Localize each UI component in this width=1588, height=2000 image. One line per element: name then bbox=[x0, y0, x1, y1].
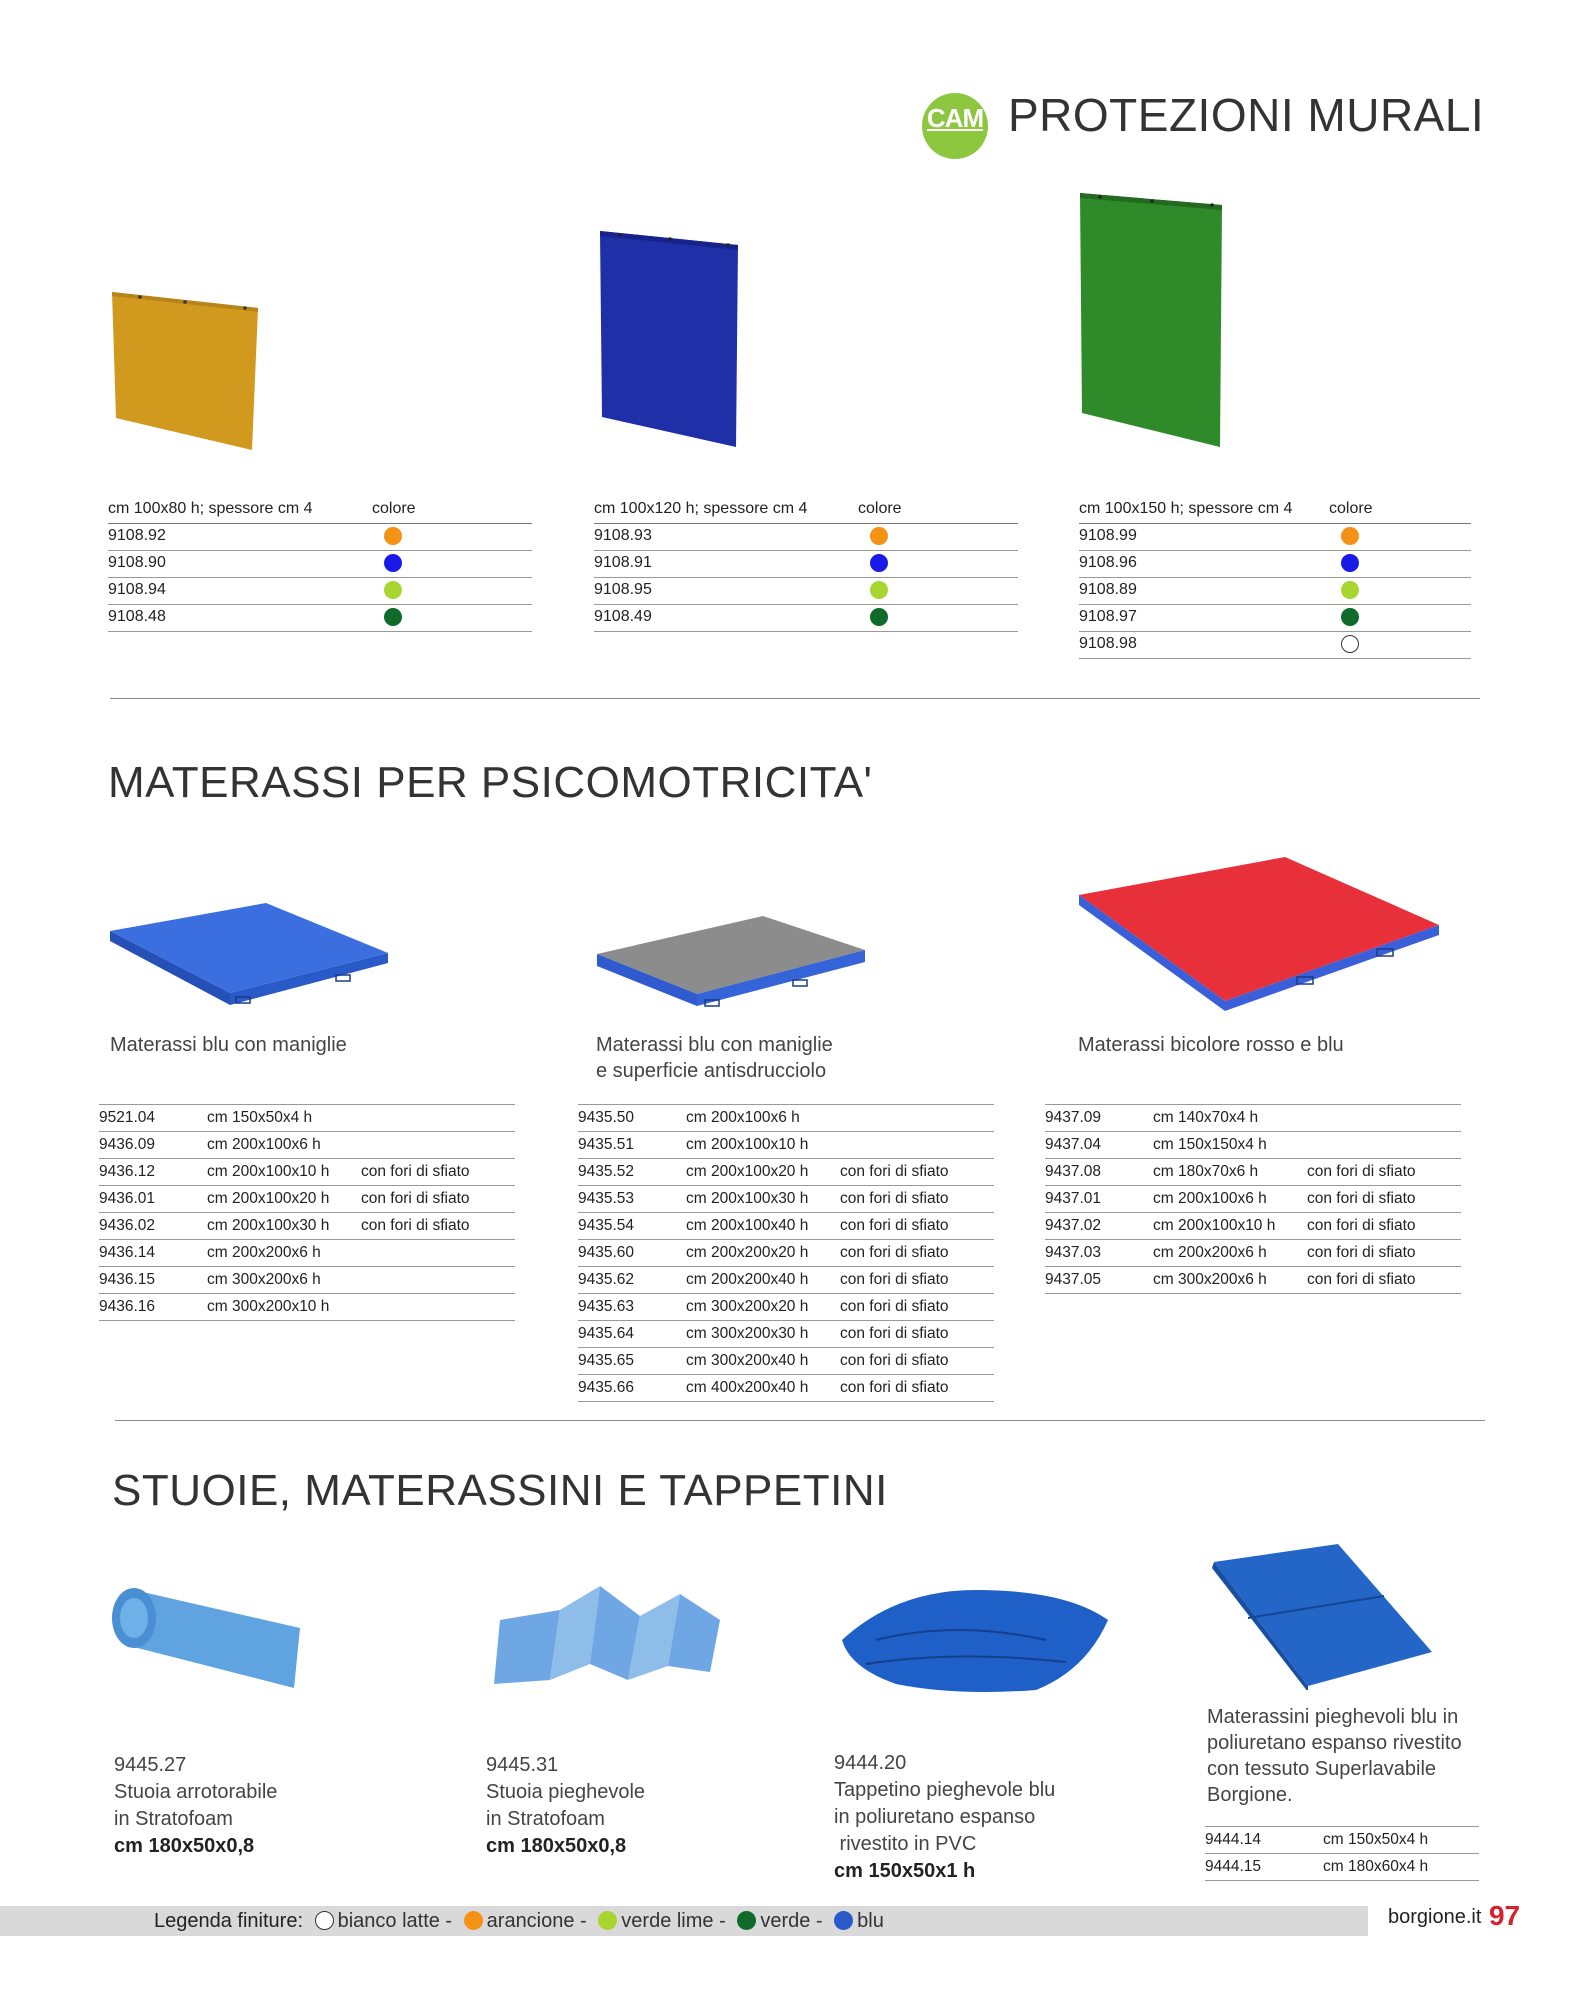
table-row: 9108.90 bbox=[108, 550, 532, 577]
size-header: cm 100x120 h; spessore cm 4 bbox=[594, 496, 858, 523]
cam-badge bbox=[922, 93, 988, 159]
table-row: 9437.08 cm 180x70x6 h con fori di sfiato bbox=[1045, 1159, 1461, 1186]
lime-dot bbox=[870, 581, 888, 599]
table-row: 9108.98 bbox=[1079, 631, 1471, 658]
foldable-mattress-image bbox=[1208, 1540, 1438, 1690]
color-header: colore bbox=[1329, 496, 1471, 523]
caption-materassi-1: Materassi blu con maniglie bbox=[110, 1034, 347, 1056]
color-header: colore bbox=[372, 496, 532, 523]
orange-dot bbox=[870, 527, 888, 545]
green-dot bbox=[870, 608, 888, 626]
divider bbox=[110, 698, 1480, 699]
table-row: 9435.64 cm 300x200x30 h con fori di sfiato bbox=[578, 1321, 994, 1348]
table-row: 9435.62 cm 200x200x40 h con fori di sfiato bbox=[578, 1267, 994, 1294]
size-header: cm 100x80 h; spessore cm 4 bbox=[108, 496, 372, 523]
materassi-table-2 bbox=[578, 1104, 994, 1402]
table-row: 9436.12 cm 200x100x10 h con fori di sfiato bbox=[99, 1159, 515, 1186]
product-code: 9445.31 bbox=[486, 1754, 559, 1776]
table-row: 9437.09 cm 140x70x4 h bbox=[1045, 1105, 1461, 1132]
product-code: 9444.20 bbox=[834, 1752, 907, 1774]
panel-orange-image bbox=[100, 280, 270, 460]
table-row: 9108.94 bbox=[108, 577, 532, 604]
blue-dot bbox=[1341, 554, 1359, 572]
table-row: 9444.14 cm 150x50x4 h bbox=[1205, 1827, 1479, 1854]
orange-dot bbox=[384, 527, 402, 545]
table-row: 9436.02 cm 200x100x30 h con fori di sfiato bbox=[99, 1213, 515, 1240]
rolled-mat-image bbox=[104, 1580, 304, 1690]
table-row: 9437.04 cm 150x150x4 h bbox=[1045, 1132, 1461, 1159]
table-row: 9108.92 bbox=[108, 523, 532, 550]
product-9445-27: 9445.27 Stuoia arrotorabile in Stratofoam cm 180x50x0,8 bbox=[114, 1752, 277, 1860]
table-row: 9437.03 cm 200x200x6 h con fori di sfiato bbox=[1045, 1240, 1461, 1267]
page-number: 97 bbox=[1488, 1900, 1521, 1931]
lime-dot bbox=[384, 581, 402, 599]
table-row: 9435.51 cm 200x100x10 h bbox=[578, 1132, 994, 1159]
table-row: 9435.60 cm 200x200x20 h con fori di sfiato bbox=[578, 1240, 994, 1267]
panel-blue-image bbox=[590, 225, 750, 455]
materassi-table-3 bbox=[1045, 1104, 1461, 1294]
mattress-grey-image bbox=[593, 910, 873, 1010]
table-row: 9435.66 cm 400x200x40 h con fori di sfiato bbox=[578, 1375, 994, 1402]
size-header: cm 100x150 h; spessore cm 4 bbox=[1079, 496, 1329, 523]
table-row: 9521.04 cm 150x50x4 h bbox=[99, 1105, 515, 1132]
divider bbox=[115, 1420, 1485, 1421]
page-title: PROTEZIONI MURALI bbox=[1008, 89, 1485, 141]
green-dot bbox=[384, 608, 402, 626]
protezioni-table-1 bbox=[108, 496, 532, 632]
folded-blue-mat-image bbox=[836, 1580, 1116, 1700]
white-dot bbox=[1341, 635, 1359, 653]
table-row: 9435.50 cm 200x100x6 h bbox=[578, 1105, 994, 1132]
table-row: 9108.91 bbox=[594, 550, 1018, 577]
table-row: 9437.01 cm 200x100x6 h con fori di sfiato bbox=[1045, 1186, 1461, 1213]
mattress-red-blue-image bbox=[1075, 855, 1445, 1015]
footer bbox=[1388, 1900, 1520, 1933]
table-row: 9108.93 bbox=[594, 523, 1018, 550]
table-row: 9437.02 cm 200x100x10 h con fori di sfiato bbox=[1045, 1213, 1461, 1240]
color-header: colore bbox=[858, 496, 1018, 523]
section-title-stuoie: STUOIE, MATERASSINI E TAPPETINI bbox=[112, 1466, 888, 1515]
folded-mat-image bbox=[490, 1580, 730, 1690]
mattress-blue-image bbox=[106, 895, 396, 1015]
materassini-table bbox=[1205, 1826, 1479, 1881]
table-row: 9437.05 cm 300x200x6 h con fori di sfiato bbox=[1045, 1267, 1461, 1294]
caption-materassi-2: Materassi blu con maniglie e superficie antisdrucciolo bbox=[596, 1034, 833, 1082]
panel-green-image bbox=[1070, 185, 1240, 455]
caption-materassi-3: Materassi bicolore rosso e blu bbox=[1078, 1034, 1344, 1056]
table-row: 9108.49 bbox=[594, 604, 1018, 631]
orange-dot bbox=[1341, 527, 1359, 545]
table-row: 9444.15 cm 180x60x4 h bbox=[1205, 1854, 1479, 1881]
lime-dot bbox=[1341, 581, 1359, 599]
table-row: 9435.63 cm 300x200x20 h con fori di sfiato bbox=[578, 1294, 994, 1321]
green-dot-icon bbox=[737, 1911, 756, 1930]
blue-dot bbox=[870, 554, 888, 572]
table-row: 9108.97 bbox=[1079, 604, 1471, 631]
product-9445-31: 9445.31 Stuoia pieghevole in Stratofoam cm 180x50x0,8 bbox=[486, 1752, 645, 1860]
legend-label: Legenda finiture: bbox=[154, 1910, 304, 1932]
blue-dot-icon bbox=[834, 1911, 853, 1930]
table-row: 9435.65 cm 300x200x40 h con fori di sfiato bbox=[578, 1348, 994, 1375]
product-materassini: Materassini pieghevoli blu in poliuretano espanso rivestito con tessuto Superlavabile Borgione. bbox=[1207, 1706, 1462, 1806]
table-row: 9436.16 cm 300x200x10 h bbox=[99, 1294, 515, 1321]
protezioni-table-3 bbox=[1079, 496, 1471, 659]
table-row: 9436.14 cm 200x200x6 h bbox=[99, 1240, 515, 1267]
white-dot-icon bbox=[315, 1911, 334, 1930]
table-row: 9436.01 cm 200x100x20 h con fori di sfiato bbox=[99, 1186, 515, 1213]
product-9444-20: 9444.20 Tappetino pieghevole blu in poliuretano espanso rivestito in PVC cm 150x50x1 h bbox=[834, 1750, 1055, 1885]
table-row: 9108.95 bbox=[594, 577, 1018, 604]
lime-dot-icon bbox=[598, 1911, 617, 1930]
section-title-materassi: MATERASSI PER PSICOMOTRICITA' bbox=[108, 758, 873, 807]
table-row: 9108.99 bbox=[1079, 523, 1471, 550]
table-row: 9436.09 cm 200x100x6 h bbox=[99, 1132, 515, 1159]
legend: Legenda finiture: bianco latte - arancione - verde lime - verde - blu bbox=[154, 1910, 884, 1932]
table-row: 9435.52 cm 200x100x20 h con fori di sfiato bbox=[578, 1159, 994, 1186]
orange-dot-icon bbox=[464, 1911, 483, 1930]
product-code: 9445.27 bbox=[114, 1754, 187, 1776]
table-row: 9435.53 cm 200x100x30 h con fori di sfiato bbox=[578, 1186, 994, 1213]
blue-dot bbox=[384, 554, 402, 572]
product-size: cm 150x50x1 h bbox=[834, 1860, 976, 1882]
table-row: 9435.54 cm 200x100x40 h con fori di sfiato bbox=[578, 1213, 994, 1240]
cam-badge-text: CAM bbox=[926, 103, 984, 133]
green-dot bbox=[1341, 608, 1359, 626]
table-row: 9436.15 cm 300x200x6 h bbox=[99, 1267, 515, 1294]
product-size: cm 180x50x0,8 bbox=[486, 1835, 627, 1857]
table-row: 9108.48 bbox=[108, 604, 532, 631]
site-link[interactable]: borgione.it bbox=[1388, 1906, 1482, 1928]
table-row: 9108.96 bbox=[1079, 550, 1471, 577]
protezioni-table-2 bbox=[594, 496, 1018, 632]
table-row: 9108.89 bbox=[1079, 577, 1471, 604]
materassi-table-1 bbox=[99, 1104, 515, 1321]
product-size: cm 180x50x0,8 bbox=[114, 1835, 255, 1857]
